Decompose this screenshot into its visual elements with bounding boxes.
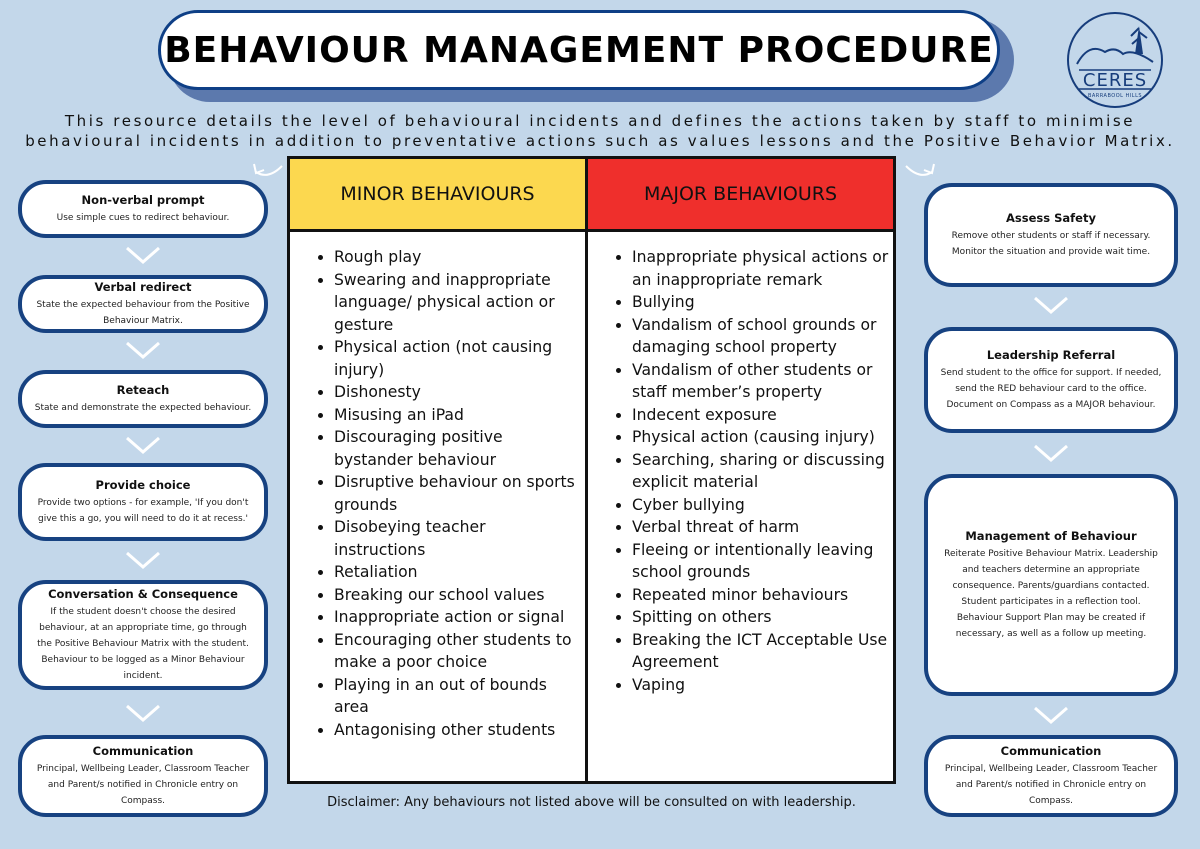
list-item: • Breaking the ICT Acceptable Use Agreement xyxy=(632,629,889,674)
step-description: Provide two options - for example, 'If you don't give this a go, you will need to do it at recess.' xyxy=(37,497,249,524)
list-item: • Swearing and inappropriate language/ physical action or gesture xyxy=(334,269,581,337)
step-description: State the expected behaviour from the Positive Behaviour Matrix. xyxy=(36,299,250,326)
logo-subtitle: BARRABOOL HILLS xyxy=(1087,93,1143,99)
minor-behaviours-list xyxy=(290,232,585,741)
step-communication-major xyxy=(924,735,1178,817)
behaviour-table xyxy=(287,156,896,784)
chevron-down-icon xyxy=(123,702,163,724)
list-item: • Disruptive behaviour on sports grounds xyxy=(334,471,581,516)
step-non-verbal-prompt xyxy=(18,180,268,238)
list-item: • Physical action (causing injury) xyxy=(632,426,889,449)
major-behaviours-column xyxy=(588,232,893,781)
major-behaviours-list xyxy=(588,232,893,696)
step-management-of-behaviour xyxy=(924,474,1178,696)
list-item: • Discouraging positive bystander behaviour xyxy=(334,426,581,471)
list-item: • Disobeying teacher instructions xyxy=(334,516,581,561)
list-item: • Indecent exposure xyxy=(632,404,889,427)
step-description: Principal, Wellbeing Leader, Classroom Teacher and Parent/s notified in Chronicle entry on Compass. xyxy=(944,763,1158,806)
list-item: • Repeated minor behaviours xyxy=(632,584,889,607)
list-item: • Breaking our school values xyxy=(334,584,581,607)
step-title: Leadership Referral xyxy=(986,347,1116,362)
step-description: Remove other students or staff if necessary. Monitor the situation and provide wait time. xyxy=(951,230,1151,257)
disclaimer-text: Disclaimer: Any behaviours not listed above will be consulted on with leadership. xyxy=(327,795,856,810)
step-description: If the student doesn't choose the desired behaviour, at an appropriate time, go through the Positive Behaviour Matrix with the student. Behaviour to be logged as a Minor Behaviour incident. xyxy=(37,606,249,681)
list-item: • Bullying xyxy=(632,291,889,314)
chevron-down-icon xyxy=(123,549,163,571)
chevron-down-icon xyxy=(123,434,163,456)
curved-arrow-left-icon xyxy=(250,160,286,182)
step-conversation-consequence xyxy=(18,580,268,690)
step-title: Provide choice xyxy=(95,477,191,492)
list-item: • Misusing an iPad xyxy=(334,404,581,427)
curved-arrow-right-icon xyxy=(902,160,938,182)
step-title: Non-verbal prompt xyxy=(81,192,205,207)
list-item: • Cyber bullying xyxy=(632,494,889,517)
minor-behaviours-heading: MINOR BEHAVIOURS xyxy=(290,159,588,232)
step-provide-choice xyxy=(18,463,268,541)
step-description: State and demonstrate the expected behaviour. xyxy=(34,402,252,413)
step-leadership-referral xyxy=(924,327,1178,433)
list-item: • Vaping xyxy=(632,674,889,697)
chevron-down-icon xyxy=(1031,294,1071,316)
title-banner xyxy=(158,10,1000,90)
list-item: • Antagonising other students xyxy=(334,719,581,742)
logo-name: CERES xyxy=(1082,70,1148,91)
step-description: Reiterate Positive Behaviour Matrix. Leadership and teachers determine an appropriate consequence. Parents/guardians contacted. Student participates in a reflection tool. Behaviour Support Plan may be created if necessary, as well as a follow up meeting. xyxy=(944,548,1158,639)
major-behaviours-heading: MAJOR BEHAVIOURS xyxy=(588,159,893,232)
step-assess-safety xyxy=(924,183,1178,287)
step-title: Assess Safety xyxy=(1006,210,1096,225)
step-verbal-redirect xyxy=(18,275,268,333)
minor-behaviours-column xyxy=(290,232,588,781)
step-title: Conversation & Consequence xyxy=(48,586,238,601)
list-item: • Encouraging other students to make a poor choice xyxy=(334,629,581,674)
school-logo xyxy=(1067,12,1163,108)
step-title: Communication xyxy=(1000,743,1102,758)
step-title: Management of Behaviour xyxy=(965,528,1137,543)
step-description: Use simple cues to redirect behaviour. xyxy=(56,212,230,223)
chevron-down-icon xyxy=(123,244,163,266)
list-item: • Vandalism of school grounds or damaging school property xyxy=(632,314,889,359)
list-item: • Inappropriate action or signal xyxy=(334,606,581,629)
step-communication-minor xyxy=(18,735,268,817)
page-title: BEHAVIOUR MANAGEMENT PROCEDURE xyxy=(164,29,994,71)
list-item: • Spitting on others xyxy=(632,606,889,629)
list-item: • Searching, sharing or discussing explicit material xyxy=(632,449,889,494)
list-item: • Rough play xyxy=(334,246,581,269)
list-item: • Inappropriate physical actions or an inappropriate remark xyxy=(632,246,889,291)
step-reteach xyxy=(18,370,268,428)
list-item: • Dishonesty xyxy=(334,381,581,404)
step-title: Reteach xyxy=(116,382,170,397)
list-item: • Verbal threat of harm xyxy=(632,516,889,539)
step-title: Verbal redirect xyxy=(94,279,192,294)
step-title: Communication xyxy=(92,743,194,758)
step-description: Principal, Wellbeing Leader, Classroom Teacher and Parent/s notified in Chronicle entry on Compass. xyxy=(36,763,250,806)
list-item: • Fleeing or intentionally leaving school grounds xyxy=(632,539,889,584)
chevron-down-icon xyxy=(123,339,163,361)
chevron-down-icon xyxy=(1031,704,1071,726)
chevron-down-icon xyxy=(1031,442,1071,464)
list-item: • Vandalism of other students or staff member’s property xyxy=(632,359,889,404)
list-item: • Physical action (not causing injury) xyxy=(334,336,581,381)
intro-text: This resource details the level of behavioural incidents and defines the actions taken by staff to minimise behavioural incidents in addition to preventative actions such as values lessons and the Positive Behavior Matrix. xyxy=(25,112,1175,150)
list-item: • Playing in an out of bounds area xyxy=(334,674,581,719)
step-description: Send student to the office for support. If needed, send the RED behaviour card to the office. Document on Compass as a MAJOR behaviour. xyxy=(940,367,1162,410)
list-item: • Retaliation xyxy=(334,561,581,584)
